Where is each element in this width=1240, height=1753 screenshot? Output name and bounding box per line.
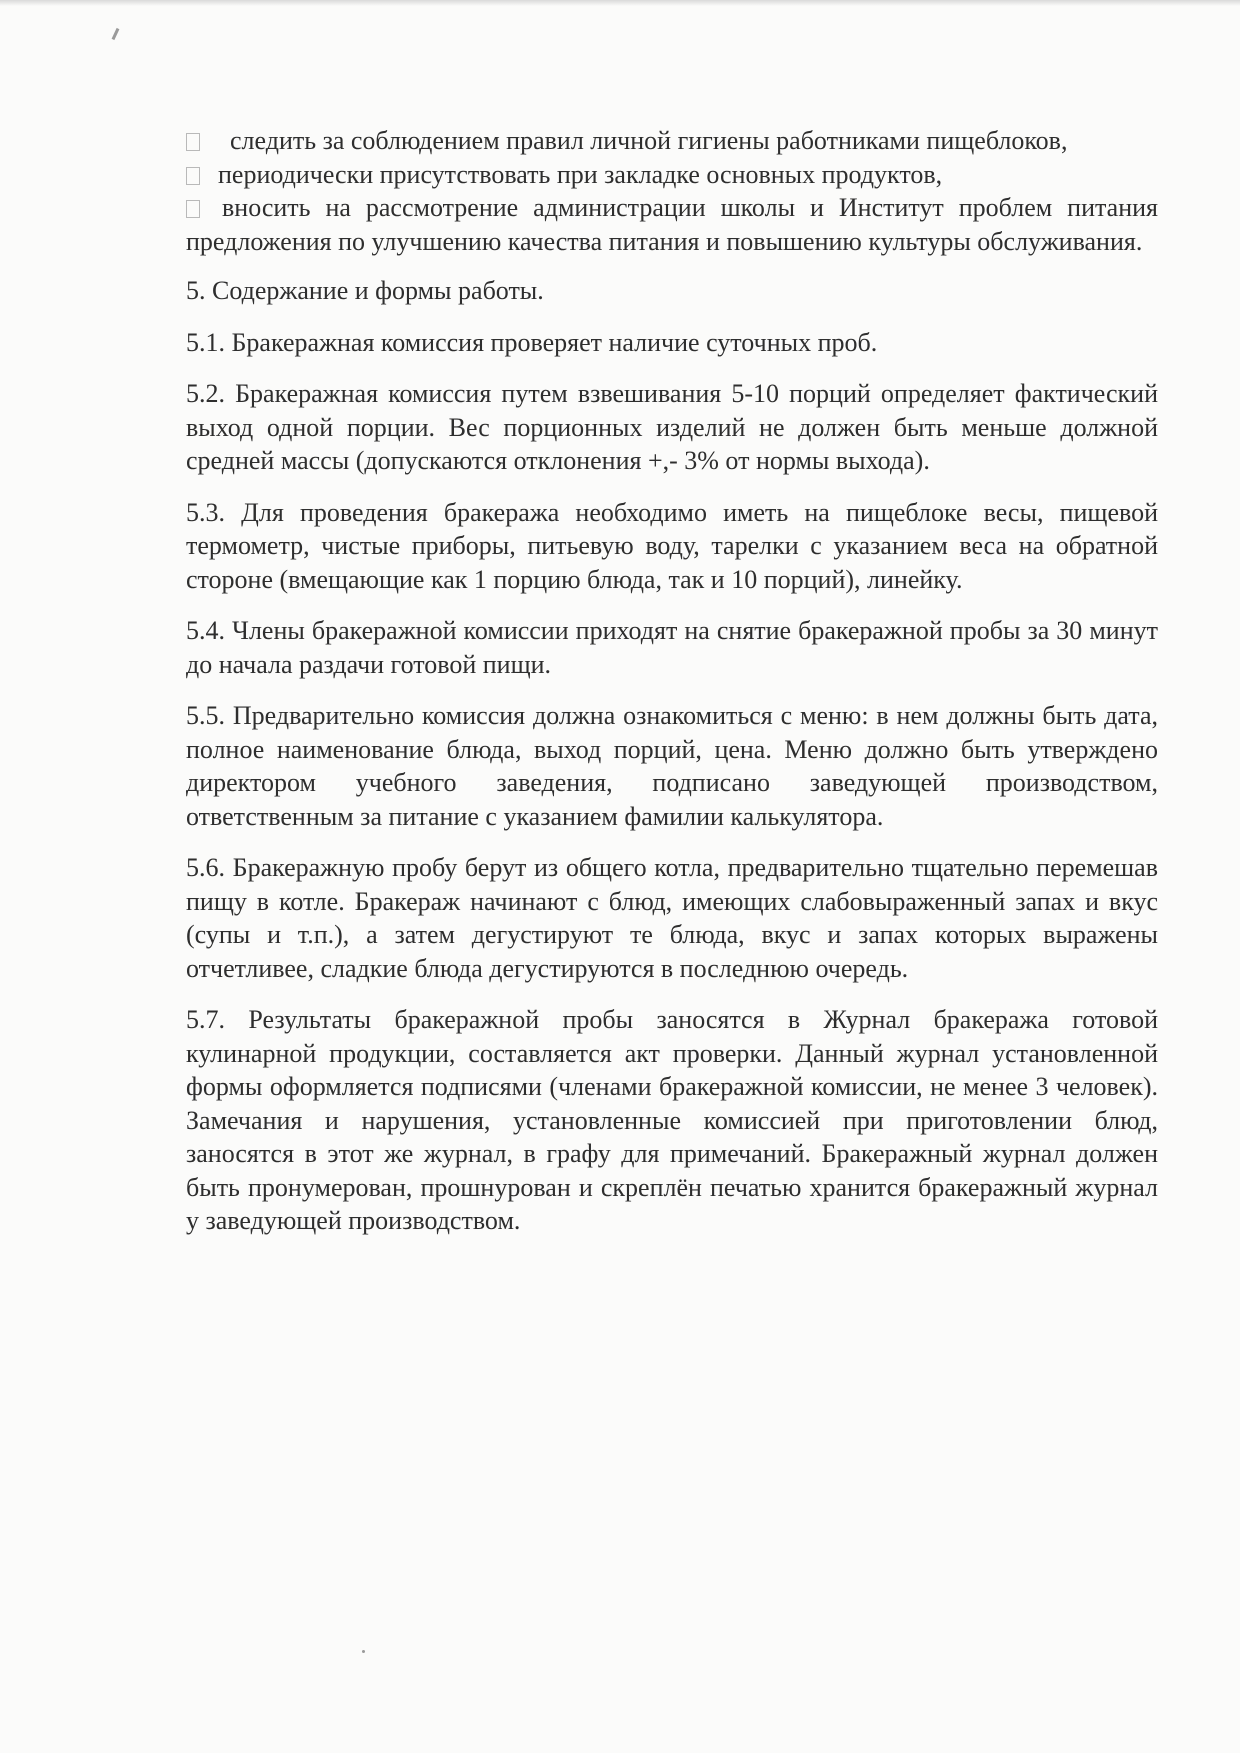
section-heading: 5. Содержание и формы работы. — [186, 276, 544, 305]
section-item: 5.5. Предварительно комиссия должна ознакомиться с меню: в нем должны быть дата, полное наименование блюда, выход порций, цена. Меню должно быть утверждено директором учебного заведения, подписано заведующей производством, ответственным за питание с указанием фамилии калькулятора. — [186, 701, 1158, 831]
section-item: 5.6. Бракеражную пробу берут из общего котла, предварительно тщательно перемешав пищу в котле. Бракераж начинают с блюд, имеющих слабовыраженный запах и вкус (супы и т.п.), а затем дегустируют те блюда, вкус и запах которых выражены отчетливее, сладкие блюда дегустируются в последнюю очередь. — [186, 853, 1158, 983]
section-item: 5.1. Бракеражная комиссия проверяет наличие суточных проб. — [186, 327, 878, 357]
section-item: 5.4. Члены бракеражной комиссии приходят на снятие бракеражной пробы за 30 минут до начала раздачи готовой пищи. — [186, 616, 1158, 679]
section-item: 5.3. Для проведения бракеража необходимо иметь на пищеблоке весы, пищевой термометр, чистые приборы, питьевую воду, тарелки с указанием веса на обратной стороне (вмещающие как 1 порцию блюда, так и 10 порций), линейку. — [186, 497, 1158, 594]
scan-mark — [112, 28, 120, 40]
checkbox-icon — [186, 133, 200, 151]
section-item: 5.2. Бракеражная комиссия путем взвешивания 5-10 порций определяет фактический выход одной порции. Вес порционных изделий не должен быть меньше должной средней массы (допускаются отклонения +,- 3% от нормы выхода). — [186, 379, 1158, 475]
section-item: 5.7. Результаты бракеражной пробы заносятся в Журнал бракеража готовой кулинарной продукции, составляется акт проверки. Данный журнал установленной формы оформляется подписями (членами бракеражной комиссии, не менее 3 человек). Замечания и нарушения, установленные комиссией при приготовлении блюд, заносятся в этот же журнал, в графу для примечаний. Бракеражный журнал должен быть пронумерован, прошнурован и скреплён печатью хранится бракеражный журнал у заведующей производством. — [186, 1005, 1158, 1235]
bullet-text: вносить на рассмотрение администрации школы и Институт проблем питания предложения по улучшению качества питания и повышению культуры обслуживания. — [186, 193, 1158, 256]
scan-dot — [362, 1650, 365, 1653]
scan-edge — [0, 0, 1240, 6]
bullet-item — [186, 158, 1158, 192]
bullet-item — [186, 124, 1158, 158]
checkbox-icon — [186, 167, 200, 185]
checkbox-icon — [186, 200, 200, 218]
document-body — [186, 124, 1158, 1238]
bullet-text: периодически присутствовать при закладке основных продуктов, — [218, 159, 943, 189]
bullet-item — [186, 191, 1158, 258]
bullet-text: следить за соблюдением правил личной гигиены работниками пищеблоков, — [230, 126, 1068, 155]
